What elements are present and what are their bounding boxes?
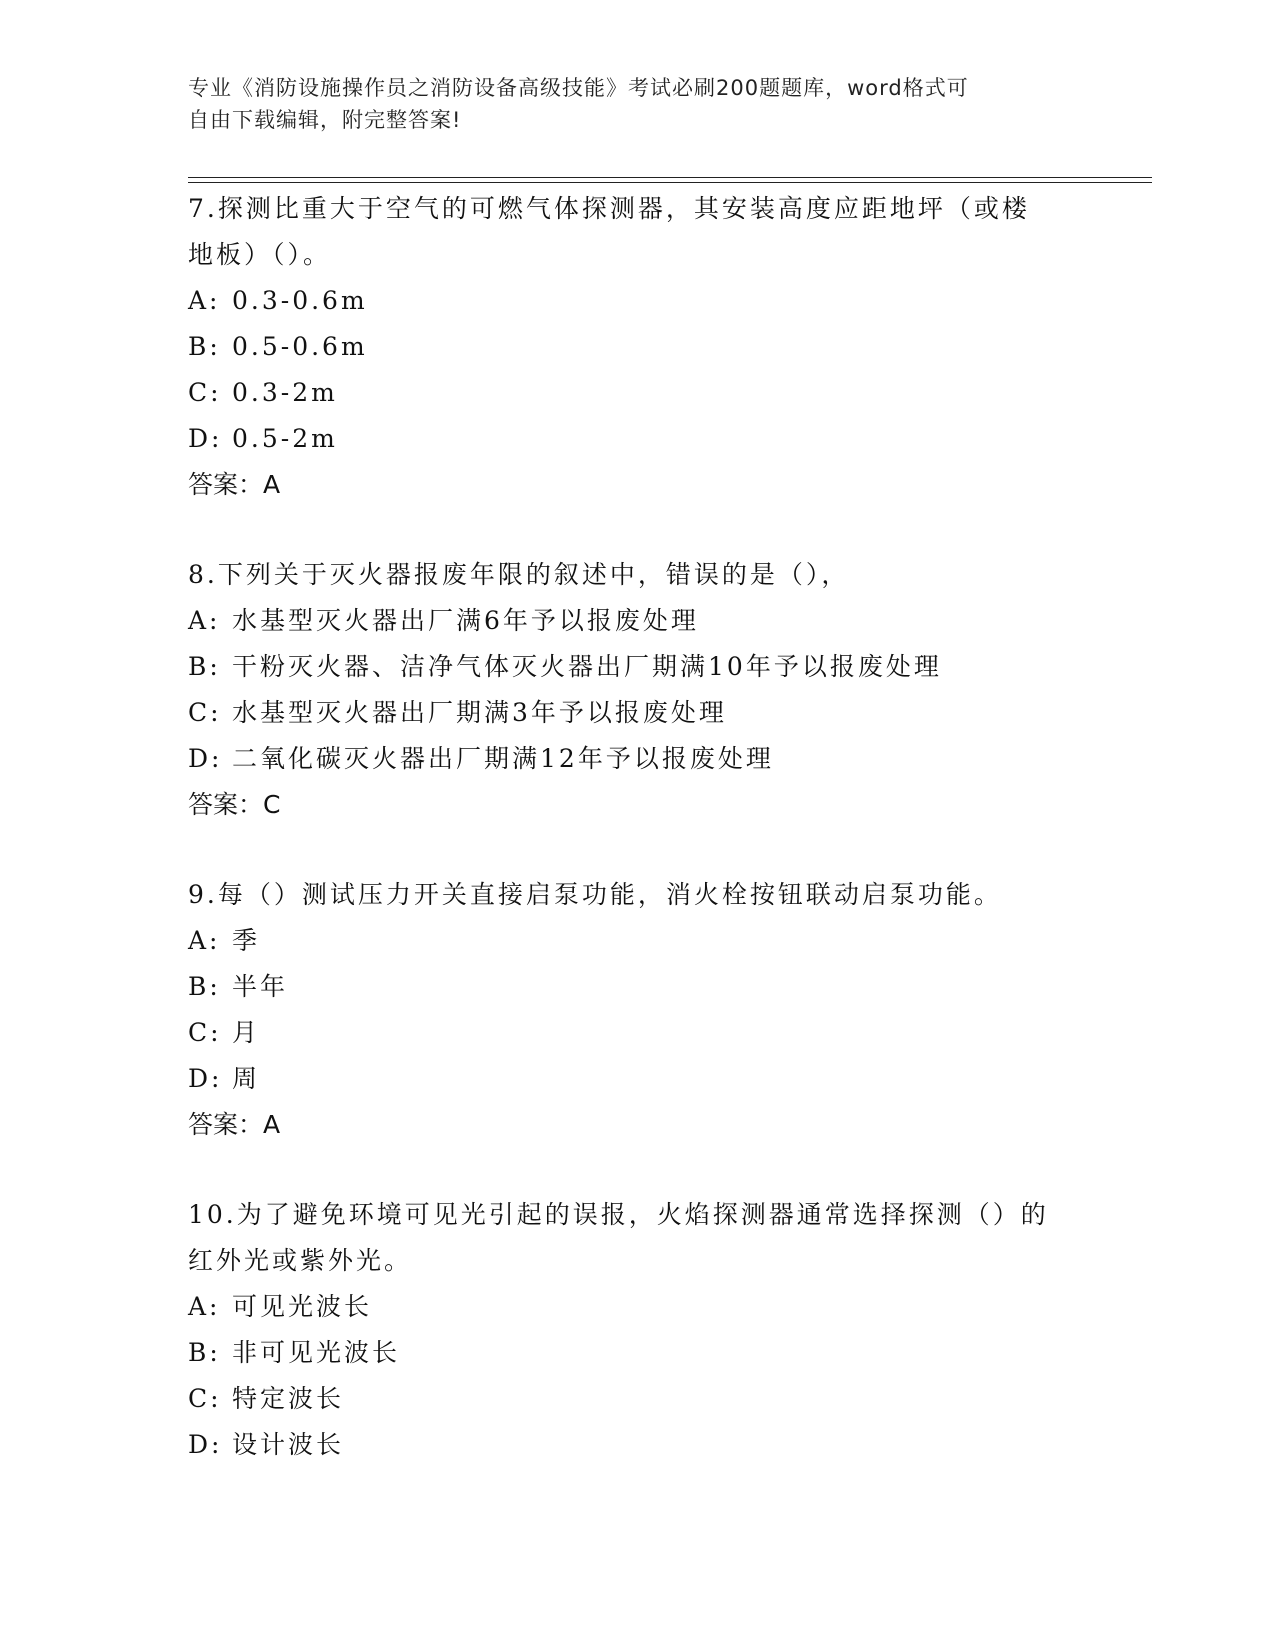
option-key: D: bbox=[188, 424, 223, 453]
option-a bbox=[188, 918, 1068, 964]
header-divider bbox=[188, 182, 1152, 183]
option-key: A: bbox=[188, 606, 221, 635]
option-c bbox=[188, 370, 1068, 416]
option-c bbox=[188, 690, 1068, 736]
header-line: 专业《消防设施操作员之消防设备高级技能》考试必刷200题题库，word格式可 bbox=[188, 76, 969, 100]
option-key: A: bbox=[188, 1292, 221, 1321]
header-divider bbox=[188, 177, 1152, 178]
option-text: 周 bbox=[232, 1064, 261, 1093]
question-stem: 地板）（）。 bbox=[188, 240, 332, 269]
option-key: C: bbox=[188, 1384, 222, 1413]
option-text: 非可见光波长 bbox=[232, 1338, 401, 1367]
option-text: 二氧化碳灭火器出厂期满12年予以报废处理 bbox=[232, 744, 774, 773]
option-d bbox=[188, 416, 1068, 462]
option-c bbox=[188, 1010, 1068, 1056]
option-text: 0.3-0.6m bbox=[232, 286, 368, 315]
option-text: 水基型灭火器出厂满6年予以报废处理 bbox=[232, 606, 699, 635]
option-a bbox=[188, 278, 1068, 324]
option-key: D: bbox=[188, 1430, 223, 1459]
option-text: 半年 bbox=[232, 972, 289, 1001]
option-d bbox=[188, 736, 1068, 782]
option-text: 季 bbox=[232, 926, 261, 955]
question-7 bbox=[188, 186, 1068, 508]
option-text: 设计波长 bbox=[232, 1430, 345, 1459]
question-stem: 红外光或紫外光。 bbox=[188, 1246, 413, 1275]
option-d bbox=[188, 1422, 1068, 1468]
option-key: A: bbox=[188, 286, 221, 315]
option-a bbox=[188, 1284, 1068, 1330]
question-stem: 10.为了避免环境可见光引起的误报，火焰探测器通常选择探测（）的 bbox=[188, 1200, 1049, 1229]
option-c bbox=[188, 1376, 1068, 1422]
option-b bbox=[188, 644, 1068, 690]
option-a bbox=[188, 598, 1068, 644]
option-text: 0.5-2m bbox=[232, 424, 338, 453]
question-stem: 9.每（）测试压力开关直接启泵功能，消火栓按钮联动启泵功能。 bbox=[188, 880, 1002, 909]
option-b bbox=[188, 964, 1068, 1010]
option-key: B: bbox=[188, 972, 221, 1001]
option-text: 0.3-2m bbox=[232, 378, 338, 407]
option-key: B: bbox=[188, 1338, 221, 1367]
answer-label: 答案：A bbox=[188, 470, 281, 499]
option-key: B: bbox=[188, 652, 221, 681]
document-header bbox=[188, 72, 1068, 136]
question-10 bbox=[188, 1192, 1068, 1468]
answer-label: 答案：A bbox=[188, 1110, 281, 1139]
question-8 bbox=[188, 552, 1068, 828]
option-key: C: bbox=[188, 378, 222, 407]
option-key: C: bbox=[188, 698, 222, 727]
option-text: 特定波长 bbox=[232, 1384, 345, 1413]
header-line: 自由下载编辑，附完整答案! bbox=[188, 108, 462, 132]
option-key: A: bbox=[188, 926, 221, 955]
option-text: 干粉灭火器、洁净气体灭火器出厂期满10年予以报废处理 bbox=[232, 652, 942, 681]
option-b bbox=[188, 324, 1068, 370]
option-key: C: bbox=[188, 1018, 222, 1047]
option-d bbox=[188, 1056, 1068, 1102]
question-stem: 7.探测比重大于空气的可燃气体探测器，其安装高度应距地坪（或楼 bbox=[188, 194, 1030, 223]
option-b bbox=[188, 1330, 1068, 1376]
question-stem: 8.下列关于灭火器报废年限的叙述中，错误的是（）， bbox=[188, 560, 850, 589]
option-key: D: bbox=[188, 1064, 223, 1093]
answer-label: 答案：C bbox=[188, 790, 281, 819]
option-key: D: bbox=[188, 744, 223, 773]
option-text: 水基型灭火器出厂期满3年予以报废处理 bbox=[232, 698, 727, 727]
question-9 bbox=[188, 872, 1068, 1148]
option-key: B: bbox=[188, 332, 221, 361]
option-text: 0.5-0.6m bbox=[232, 332, 368, 361]
option-text: 月 bbox=[232, 1018, 261, 1047]
option-text: 可见光波长 bbox=[232, 1292, 373, 1321]
